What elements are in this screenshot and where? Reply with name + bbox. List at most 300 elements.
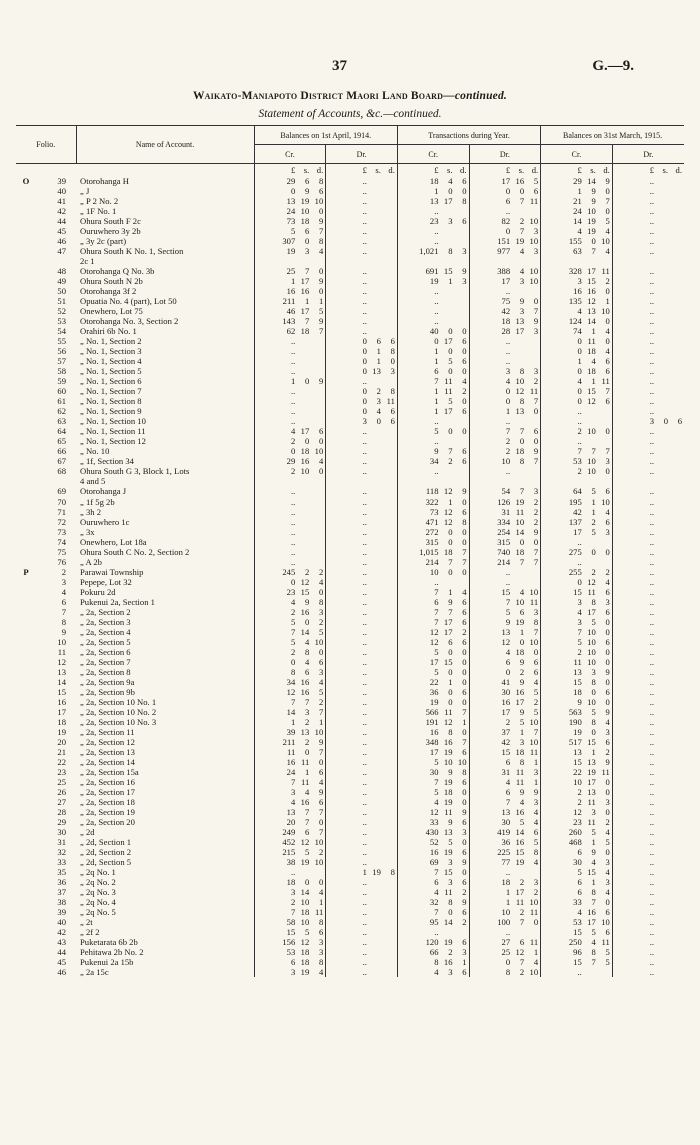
pounds: 17 (429, 656, 439, 667)
pounds: .. (290, 536, 296, 547)
amount-cell (397, 226, 469, 236)
pence (309, 486, 323, 496)
pence: 3 (533, 366, 539, 377)
shillings: 2 (304, 736, 310, 747)
shillings (654, 426, 668, 436)
pounds: .. (362, 456, 367, 467)
shillings (654, 827, 668, 837)
pounds: 24 (573, 206, 582, 217)
amount-cell (397, 527, 469, 537)
pounds: 1 (577, 356, 582, 367)
pence (668, 807, 682, 817)
shillings: 17 (587, 266, 596, 277)
shillings: 8 (591, 947, 596, 958)
table-row (16, 657, 684, 667)
amount-cell (541, 537, 613, 547)
amount-cell (326, 486, 398, 496)
shillings (654, 847, 668, 857)
document-reference: G.—9. (592, 58, 634, 74)
pounds: .. (505, 867, 511, 878)
account-name: Ohura South N 2b (80, 276, 143, 287)
shillings: 15 (443, 867, 453, 878)
shillings (295, 867, 309, 877)
pounds: 2 (577, 426, 582, 437)
amount-cell (326, 186, 398, 196)
shillings (654, 406, 668, 416)
shillings: 5 (591, 927, 596, 938)
shillings: 8 (519, 456, 525, 467)
pence: 9 (605, 756, 610, 767)
folio-number: 16 (57, 696, 67, 707)
pence: 0 (605, 847, 610, 858)
pounds: 13 (501, 626, 511, 637)
pounds: 11 (573, 656, 582, 667)
pounds: 16 (429, 847, 439, 858)
amount-cell (254, 617, 326, 627)
pounds: 0 (290, 576, 296, 587)
pounds: .. (362, 887, 367, 898)
pounds: 0 (505, 666, 511, 677)
pence: 9 (462, 266, 467, 277)
folio-number: 48 (57, 266, 67, 277)
amount-cell (469, 336, 541, 346)
pounds: 54 (501, 486, 511, 497)
pence: 4 (533, 676, 539, 687)
pence (668, 617, 682, 627)
pence: 2 (318, 696, 324, 707)
pence (453, 927, 467, 937)
amount-cell (612, 587, 684, 597)
pounds: 2 (577, 466, 582, 477)
amount-cell (541, 887, 613, 897)
pence: 11 (529, 386, 539, 397)
shillings: 19 (587, 226, 596, 237)
amount-cell (612, 797, 684, 807)
pounds: 53 (573, 917, 582, 928)
pence: 9 (462, 806, 467, 817)
shillings: 11 (515, 506, 525, 517)
pounds: .. (290, 336, 296, 347)
amount-cell (541, 647, 613, 657)
shillings: 1 (448, 586, 453, 597)
amount-cell (469, 787, 541, 797)
pence: 8 (318, 596, 324, 607)
margin-letter (16, 386, 36, 396)
shillings: 4 (304, 656, 310, 667)
pence: 0 (462, 867, 467, 878)
amount-cell (469, 507, 541, 517)
amount-cell (326, 797, 398, 807)
amount-cell (397, 857, 469, 867)
amount-cell (541, 436, 613, 446)
pence: 6 (533, 827, 539, 838)
amount-cell (254, 757, 326, 767)
shillings (439, 577, 453, 587)
table-row (16, 296, 684, 306)
shillings: 9 (591, 196, 596, 207)
pounds: .. (362, 426, 367, 437)
pence: 4 (605, 226, 610, 237)
shillings: 4 (304, 786, 310, 797)
pounds: .. (362, 586, 367, 597)
amount-cell (541, 847, 613, 857)
shillings (654, 286, 668, 296)
pounds: 2 (505, 446, 511, 457)
shillings: 8 (519, 366, 525, 377)
pence: 9 (318, 216, 324, 227)
pence (381, 707, 395, 717)
amount-cell (254, 356, 326, 366)
amount-cell (469, 386, 541, 396)
amount-cell (326, 827, 398, 837)
amount-cell (612, 687, 684, 697)
shillings: 12 (515, 947, 525, 958)
margin-letter (16, 617, 36, 627)
pounds: .. (649, 887, 654, 898)
pence (524, 927, 538, 937)
folio-number: 32 (57, 847, 67, 858)
account-name: „ 2d (80, 827, 95, 838)
amount-cell (541, 446, 613, 456)
account-name: „ 1f, Section 34 (80, 456, 134, 467)
shillings (367, 637, 381, 647)
pence: 8 (462, 516, 467, 527)
shillings (295, 416, 309, 426)
pounds: .. (649, 897, 654, 908)
amount-cell (541, 957, 613, 967)
pence (309, 557, 323, 567)
pence (381, 947, 395, 957)
shillings: 11 (444, 376, 453, 387)
shillings (367, 216, 381, 226)
unit-label: £ (577, 165, 582, 175)
pence: 0 (605, 206, 610, 217)
amount-cell (326, 727, 398, 737)
shillings: 15 (587, 867, 596, 878)
shillings (367, 547, 381, 557)
pence: 4 (605, 326, 610, 337)
shillings: 9 (448, 596, 453, 607)
amount-cell (612, 547, 684, 557)
pence: 6 (462, 606, 467, 617)
amount-cell (326, 236, 398, 246)
shillings: 3 (591, 666, 596, 677)
pounds: .. (362, 216, 367, 227)
pence (668, 236, 682, 246)
pounds: 19 (286, 246, 296, 257)
pence: 9 (533, 526, 539, 537)
amount-cell (541, 406, 613, 416)
amount-cell (326, 817, 398, 827)
pence (668, 857, 682, 867)
table-row (16, 186, 684, 196)
amount-cell (326, 226, 398, 236)
pounds: .. (649, 566, 654, 577)
amount-cell (397, 246, 469, 256)
pence (668, 356, 682, 366)
amount-cell (254, 837, 326, 847)
pence: 7 (533, 726, 539, 737)
amount-cell (397, 627, 469, 637)
pounds: .. (362, 806, 367, 817)
shillings: 12 (515, 386, 525, 397)
amount-cell (541, 627, 613, 637)
shillings (654, 306, 668, 316)
table-row (16, 426, 684, 436)
pence: 2 (533, 376, 539, 387)
pounds: 388 (497, 266, 511, 277)
account-name: „ 2a, Section 10 No. 3 (80, 716, 157, 727)
pounds: .. (649, 877, 654, 888)
table-row (16, 507, 684, 517)
shillings (367, 927, 381, 937)
pence (381, 607, 395, 617)
folio-number: 52 (57, 306, 67, 317)
units-cell (469, 164, 541, 177)
pence (381, 206, 395, 216)
pence (668, 967, 682, 977)
shillings: 0 (448, 346, 453, 357)
pence (381, 507, 395, 517)
shillings (654, 527, 668, 537)
pence: 0 (318, 756, 324, 767)
shillings (367, 807, 381, 817)
margin-letter (16, 937, 36, 947)
folio-number: 25 (57, 776, 67, 787)
shillings (654, 767, 668, 777)
shillings (582, 967, 596, 977)
margin-letter (16, 787, 36, 797)
amount-cell (612, 456, 684, 466)
amount-cell (541, 597, 613, 607)
account-name: Otorohanga No. 3, Section 2 (80, 316, 179, 327)
shillings: 7 (519, 556, 525, 567)
pounds: .. (362, 796, 367, 807)
pence (381, 176, 395, 186)
amount-cell (326, 286, 398, 296)
units-spacer (76, 164, 254, 177)
amount-cell (469, 737, 541, 747)
account-name: „ 2a, Section 16 (80, 776, 135, 787)
shillings (367, 456, 381, 466)
amount-cell (612, 276, 684, 286)
shillings: 18 (587, 346, 596, 357)
amount-cell (254, 276, 326, 286)
margin-letter (16, 587, 36, 597)
table-row (16, 857, 684, 867)
folio-number: 19 (57, 726, 67, 737)
pence: 0 (462, 786, 467, 797)
amount-cell (612, 577, 684, 587)
pounds: 211 (282, 736, 296, 747)
account-name: „ No. 10 (80, 446, 110, 457)
amount-cell (254, 907, 326, 917)
pence (668, 777, 682, 787)
amount-cell (612, 386, 684, 396)
shillings: 7 (448, 446, 453, 457)
units-spacer (36, 164, 76, 177)
pounds: 73 (429, 506, 439, 517)
pence (453, 577, 467, 587)
pounds: .. (362, 937, 367, 948)
pence (668, 797, 682, 807)
folio-number: 29 (57, 817, 67, 827)
pence: 4 (318, 776, 324, 787)
pounds: .. (362, 646, 367, 657)
pounds: .. (362, 606, 367, 617)
amount-cell (254, 196, 326, 206)
amount-cell (254, 517, 326, 527)
account-name: Ouruwhero 1c (80, 516, 130, 527)
amount-cell (254, 867, 326, 877)
shillings: 10 (587, 656, 596, 667)
pence (381, 577, 395, 587)
amount-cell (612, 476, 684, 486)
amount-cell (612, 947, 684, 957)
pounds: 17 (573, 526, 582, 537)
shillings: 7 (591, 446, 596, 457)
pounds: 135 (568, 296, 582, 307)
pence: 0 (605, 336, 610, 347)
pounds: .. (649, 226, 654, 237)
shillings: 2 (519, 666, 525, 677)
folio-number: 21 (57, 746, 67, 757)
amount-cell (397, 547, 469, 557)
pence (668, 667, 682, 677)
shillings: 17 (443, 336, 453, 347)
amount-cell (469, 366, 541, 376)
amount-cell (469, 957, 541, 967)
pounds: 7 (434, 586, 439, 597)
name-header: Name of Account. (76, 126, 254, 164)
amount-cell (326, 346, 398, 356)
amount-cell (254, 777, 326, 787)
pounds: 2 (577, 796, 582, 807)
amount-cell (326, 316, 398, 326)
shillings (367, 537, 381, 547)
shillings: 12 (300, 937, 310, 948)
pounds: 0 (290, 446, 296, 457)
amount-cell (397, 867, 469, 877)
shillings (295, 336, 309, 346)
amount-cell (397, 406, 469, 416)
pence: 0 (462, 526, 467, 537)
pounds: 254 (497, 526, 511, 537)
shillings (654, 757, 668, 767)
table-row (16, 547, 684, 557)
pounds: 3 (362, 416, 367, 427)
pence: 1 (533, 947, 539, 958)
pounds: 14 (286, 706, 296, 717)
pounds: .. (577, 416, 582, 427)
pounds: 191 (425, 716, 439, 727)
amount-cell (254, 737, 326, 747)
shillings (654, 486, 668, 496)
pounds: .. (362, 947, 367, 958)
account-name: „ 3x (80, 526, 95, 537)
amount-cell (326, 326, 398, 336)
shillings: 11 (587, 796, 596, 807)
shillings (510, 577, 524, 587)
shillings: 8 (448, 726, 453, 737)
amount-cell (612, 216, 684, 226)
pence (381, 677, 395, 687)
amount-cell (469, 436, 541, 446)
pounds: 7 (505, 796, 511, 807)
pounds: .. (362, 696, 367, 707)
pence (381, 637, 395, 647)
amount-cell (254, 366, 326, 376)
pounds: .. (649, 967, 654, 978)
pence (381, 316, 395, 326)
margin-letter (16, 547, 36, 557)
amount-cell (469, 757, 541, 767)
amount-cell (469, 897, 541, 907)
pence (381, 757, 395, 767)
shillings: 5 (448, 396, 453, 407)
amount-cell (541, 366, 613, 376)
pounds: .. (362, 746, 367, 757)
amount-cell (612, 256, 684, 266)
pence (381, 657, 395, 667)
amount-cell (612, 416, 684, 426)
amount-cell (326, 697, 398, 707)
margin-letter (16, 446, 36, 456)
amount-cell (397, 356, 469, 366)
shillings (654, 557, 668, 567)
pounds: .. (649, 376, 654, 387)
account-name: „ 2a, Section 14 (80, 756, 135, 767)
title-text: Waikato-Maniapoto District Maori Land Board (192, 90, 444, 102)
pounds: .. (649, 827, 654, 838)
account-name: „ No. 1, Section 10 (80, 416, 146, 427)
shillings: 1 (448, 496, 453, 507)
shillings (367, 597, 381, 607)
shillings: 0 (591, 546, 596, 557)
pounds: .. (649, 266, 654, 277)
pence: 5 (605, 837, 610, 848)
amount-cell (612, 707, 684, 717)
folio-number: 71 (57, 506, 67, 517)
amount-cell (254, 396, 326, 406)
pounds: .. (362, 186, 367, 197)
pounds: .. (362, 877, 367, 888)
shillings (654, 727, 668, 737)
table-row (16, 737, 684, 747)
amount-cell (612, 887, 684, 897)
pounds: .. (362, 686, 367, 697)
pence: 2 (605, 566, 610, 577)
account-name: „ 2a, Section 5 (80, 636, 131, 647)
shillings (367, 727, 381, 737)
pounds: 4 (434, 967, 439, 978)
folio-number: 6 (61, 596, 67, 607)
pounds: 0 (362, 406, 367, 417)
account-name: „ No. 1, Section 2 (80, 336, 142, 347)
shillings: 11 (515, 897, 525, 908)
pounds: 1 (434, 186, 439, 197)
pence (381, 296, 395, 306)
pounds: .. (362, 496, 367, 507)
pence: 6 (462, 216, 467, 227)
margin-letter (16, 507, 36, 517)
amount-cell (254, 887, 326, 897)
pounds: 18 (573, 686, 582, 697)
amount-cell (541, 386, 613, 396)
shillings (510, 867, 524, 877)
amount-cell (326, 446, 398, 456)
amount-cell (541, 717, 613, 727)
